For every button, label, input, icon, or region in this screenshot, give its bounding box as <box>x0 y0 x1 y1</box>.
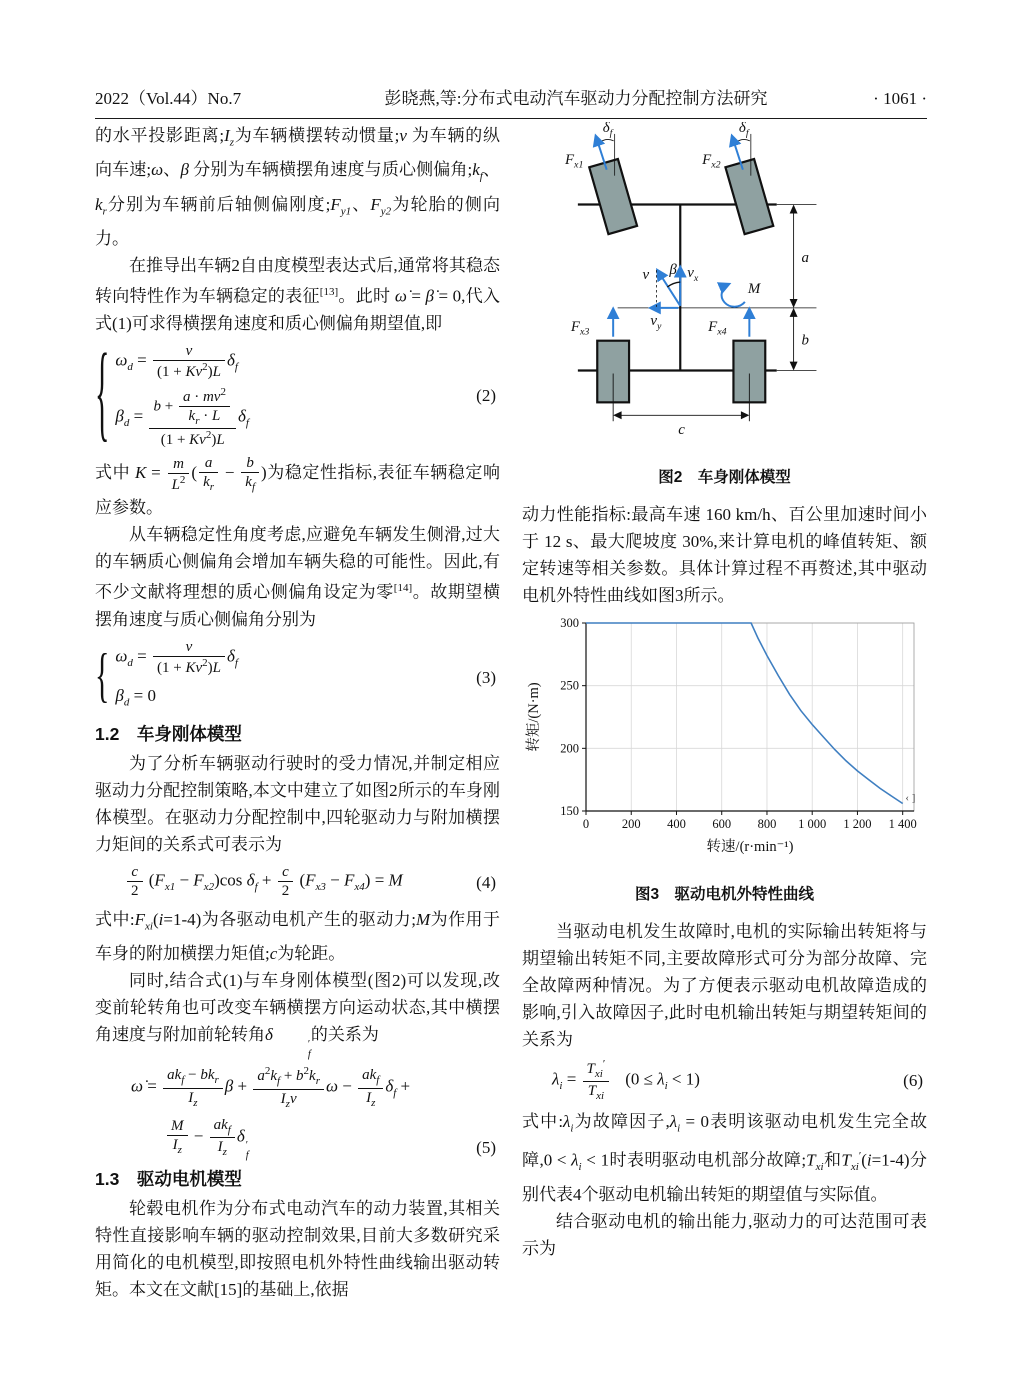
paragraph: 结合驱动电机的输出能力,驱动力的可达范围可表示为 <box>522 1211 927 1258</box>
figure3-caption: 图3 驱动电机外特性曲线 <box>634 886 815 903</box>
moment-label: M <box>747 280 761 297</box>
vx-label: $v_x$ <box>687 265 699 285</box>
running-title: 彭晓燕,等:分布式电动汽车驱动力分配控制方法研究 <box>384 89 768 108</box>
equation-5-line2: $\frac{M}{I_z}$ − $\frac{ak_f}{I_z}$ δ ′ f <box>165 1116 410 1162</box>
paragraph: 同时,结合式(1)与车身刚体模型(图2)可以发现,改变前轮转角也可改变车辆横摆方向运动状态,其中横摆角速度与附加前轮转角δ ′ f 的关系为 <box>95 971 500 1061</box>
equation-2-line2: $\beta_d$ = b + $\frac{a \cdot mv^2}{k_r \cdot L}$ $(1 + Kv^2)L$ $\delta_f$ <box>115 385 249 449</box>
front-left-wheel <box>589 159 637 234</box>
equation-2 <box>95 334 500 454</box>
equation-3-line1: $\omega_d$ = $\frac{v}{(1 + Kv^2)L}$ $\delta_f$ <box>115 638 238 676</box>
equation-number: (6) <box>903 1071 923 1091</box>
beta-label: β <box>669 262 677 279</box>
x-tick-label: 400 <box>667 817 686 831</box>
right-column <box>522 122 927 1303</box>
page-header <box>95 84 927 119</box>
paragraph: 动力性能指标:最高车速 160 km/h、百公里加速时间小于 12 s、最大爬坡度 30%,来计算电机的峰值转矩、额定转速等相关参数。具体计算过程不再赘述,其中驱动电机外特性曲线如图3所示。 <box>522 505 927 605</box>
equation-brace: { <box>95 643 110 710</box>
page-number: · 1061 · <box>873 89 927 108</box>
fx2-label: $F_{x2}$ <box>702 151 721 171</box>
equation-4-body: $\frac{c}{2}$ $(F_{x1} - F_{x2})\cos$ $\delta_f$ + $\frac{c}{2}$ $(F_{x3} - F_{x4}) = M$ <box>125 863 403 901</box>
equation-5-line1: ω̇ = $\frac{ak_f - bk_r}{I_z}$ β + $\frac{a^2k_f + b^2k_r}{I_zv}$ ω − $\frac{ak_f}{I_z}$ $\delta_f$ + <box>131 1065 411 1110</box>
equation-3-line2: $\beta_d = 0$ <box>115 685 156 709</box>
paragraph: 轮毂电机作为分布式电动汽车的动力装置,其相关特性直接影响车辆的驱动控制效果,目前大多数研究采用简化的电机模型,即按照电机外特性曲线输出驱动转矩。本文在文献[15]的基础上,依据 <box>95 1199 500 1300</box>
equation-number: (2) <box>476 385 496 405</box>
delta-f-label: $\delta_f$ <box>738 122 749 139</box>
section-heading-1-3: 1.3 驱动电机模型 <box>95 1169 242 1190</box>
figure2-diagram <box>522 122 927 460</box>
vy-label: $v_y$ <box>650 312 662 332</box>
section-heading-1-2: 1.2 车身刚体模型 <box>95 724 242 745</box>
paragraph: 当驱动电机发生故障时,电机的实际输出转矩将与期望输出转矩不同,主要故障形式可分为部分故障、完全故障两种情况。为了方便表示驱动电机故障造成的影响,引入故障因子,此时电机输出转矩与期望转矩间的关系为 <box>522 922 927 1049</box>
paragraph: 从车辆稳定性角度考虑,应避免车辆发生侧滑,过大的车辆质心侧偏角会增加车辆失稳的可能性。因此,有不少文献将理想的质心侧偏角设定为零[14]。故期望横摆角速度与质心侧偏角分别为 <box>95 525 501 629</box>
dim-c-label: c <box>678 422 685 439</box>
x-tick-label: 1 400 <box>888 817 917 831</box>
fx1-label: $F_{x1}$ <box>564 151 584 171</box>
equation-4 <box>95 863 500 901</box>
paragraph: 为了分析车辆驱动行驶时的受力情况,并制定相应驱动力分配控制策略,本文中建立了如图2所示的车身刚体模型。在驱动力分配控制中,四轮驱动力与附加横摆力矩间的关系式可表示为 <box>95 754 500 855</box>
chart-annotation: ‹ ] <box>905 791 916 804</box>
equation-number: (3) <box>476 667 496 687</box>
paragraph: 在推导出车辆2自由度模型表达式后,通常将其稳态转向特性作为车辆稳定的表征[13]。此时 ω̇ = β̇ = 0,代入式(1)可求得横摆角速度和质心侧偏角期望值,即 <box>95 256 501 333</box>
front-right-wheel <box>725 159 773 234</box>
x-tick-label: 1 200 <box>843 817 872 831</box>
v-label: v <box>642 267 650 284</box>
equation-brace: { <box>95 334 110 454</box>
chart-ticks <box>582 623 903 815</box>
y-tick-label: 300 <box>560 616 579 630</box>
journal-issue: 2022（Vol.44）No.7 <box>95 89 242 108</box>
paragraph: 式中 K = $\frac{m}{L^2}$ ( $\frac{a}{k_r}$ − $\frac{b}{k_f}$ )为稳定性指标,表征车辆稳定响应参数。 <box>95 455 501 518</box>
dim-b-label: b <box>801 332 809 349</box>
fx3-label: $F_{x3}$ <box>570 318 590 338</box>
delta-f-label: $\delta_f$ <box>602 122 613 139</box>
chart-xlabel: 转速/(r·min⁻¹) <box>706 839 794 855</box>
dim-a-label: a <box>801 250 809 267</box>
chart-plot-box <box>586 623 914 811</box>
equation-3 <box>95 638 500 716</box>
chart-ylabel: 转矩/(N·m) <box>526 682 542 752</box>
figure2-vehicle-body-model <box>522 122 927 460</box>
equation-6 <box>522 1058 927 1103</box>
chart-tick-labels <box>560 616 917 831</box>
figure2-caption: 图2 车身刚体模型 <box>658 469 791 486</box>
paragraph: 的水平投影距离$;I_z$为车辆横摆转动惯量;v 为车辆的纵向车速;ω、β 分别为车辆横摆角速度与质心侧偏角$;k_f$、$k_r$分别为车辆前后轴侧偏刚度$;F_{y1}$、$F_{y2}$为轮胎的侧向力。 <box>95 126 501 249</box>
y-tick-label: 200 <box>560 741 579 756</box>
y-tick-label: 250 <box>560 678 579 693</box>
yaw-moment-arrow <box>722 284 745 307</box>
two-column-content <box>95 122 927 1303</box>
figure3-motor-curve <box>522 609 927 877</box>
equation-5 <box>95 1065 500 1161</box>
fx4-label: $F_{x4}$ <box>708 318 727 338</box>
x-tick-label: 600 <box>712 817 732 831</box>
equation-2-line1: $\omega_d$ = $\frac{v}{(1 + Kv^2)L}$ $\delta_f$ <box>115 342 238 380</box>
paragraph: 式中$:F_{xi}(i=1-4)$为各驱动电机产生的驱动力;M为作用于车身的附加横摆力矩值;c为轮距。 <box>95 910 500 964</box>
equation-6-body: $\lambda_i$ = $\frac{T_{xi}'}{T_{xi}}$ $(0 \le \lambda_i < 1)$ <box>552 1058 700 1103</box>
paragraph: 式中$:\lambda_i$为故障因子$,\lambda_i = 0$表明该驱动电机发生完全故障$,0 < \lambda_i < 1$时表明驱动电机部分故障$;T_{xi}$和$T_{xi}'(i=1-4)$分别代表4个驱动电机输出转矩的期望值与实际值。 <box>522 1112 928 1204</box>
figure3-chart <box>522 609 927 877</box>
x-tick-label: 200 <box>621 817 641 831</box>
x-tick-label: 800 <box>757 817 777 831</box>
dimension-lines <box>613 207 793 422</box>
chart-gridlines <box>586 623 914 811</box>
equation-number: (4) <box>476 872 496 892</box>
beta-angle-arc <box>667 282 680 287</box>
y-tick-label: 150 <box>560 804 579 818</box>
x-tick-label: 1 000 <box>798 817 827 831</box>
x-tick-label: 0 <box>582 817 590 831</box>
chart-series-line <box>586 623 903 804</box>
dimension-arrowheads <box>613 205 797 420</box>
left-column <box>95 122 500 1303</box>
equation-number: (5) <box>476 1138 496 1158</box>
